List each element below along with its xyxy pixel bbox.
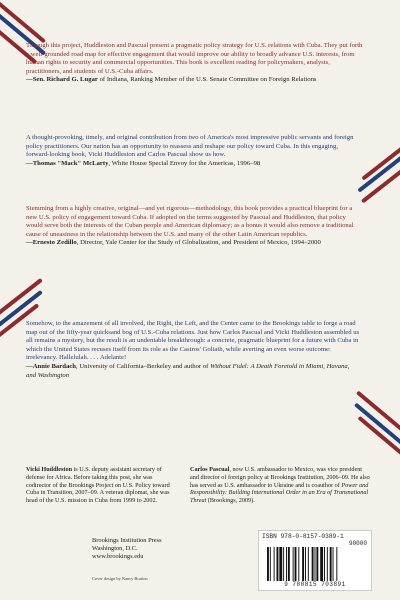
- isbn-price-code: 90000: [348, 540, 367, 547]
- barcode-bar: [298, 547, 299, 581]
- barcode-bar: [316, 547, 318, 581]
- attribution-title: of Indiana, Ranking Member of the U.S. Senate Committee on Foreign Relations: [97, 76, 317, 84]
- isbn-digits: 9 780815 703891: [284, 581, 346, 588]
- isbn-label-row: [259, 531, 371, 540]
- barcode-bar: [333, 547, 334, 581]
- blurb-text: Stemming from a highly creative, original—and yet rigorous—methodology, this book provides a practical blueprint for a new U.S. policy of engagement toward Cuba. If adopted on the terms suggested by Pascual and Huddleston, that policy would serve both the interests of the Cuban people and American diplomacy; as a bonus it would also remove a traditional cause of uneasiness in the relationship between the U.S. and many of the other Latin American republics.: [26, 205, 354, 238]
- blurb-zedillo: [26, 205, 360, 248]
- barcode-bar: [279, 547, 282, 581]
- barcode-bar: [283, 547, 284, 581]
- blurb-text: Through this project, Huddleston and Pascual present a pragmatic policy strategy for U.S. relations with Cuba. They put forth a well-grounded road map for effective engagement that would improve our ability to broadly advance U.S. interests, from human rights to security and commercial opportunities. This book is excellent reading for policymakers, analysts, practitioners, and students of U.S.-Cuba affairs.: [26, 42, 363, 75]
- blurb-bardach: [26, 320, 360, 380]
- barcode-bar: [305, 547, 306, 581]
- barcode-bar: [277, 547, 279, 581]
- barcode-bar: [315, 547, 316, 581]
- attribution-title: , White House Special Envoy for the Americas, 1996–98: [108, 159, 261, 167]
- cover-credit: Cover design by Nancy Bratton: [92, 576, 148, 581]
- isbn-barcode-box: [258, 530, 372, 591]
- blurb-text: Somehow, to the amazement of all involved, the Right, the Left, and the Center came to the Brookings table to forge a road map out of the fifty-year quicksand bog of U.S.-Cuba relations. Just how Carlos Pascual and Vicki Huddleston assembled us all remains a mystery, but the result is an undeniable breakthrough: a concrete, pragmatic blueprint for a future with Cuba in which the United States recuses itself from its role as the Castros' Goliath, while averting an even worse outcome: irrelevancy. Hallelulah. . . . Adelante!: [26, 320, 360, 362]
- blurb-attribution: [26, 76, 364, 85]
- publisher-block: [92, 537, 162, 562]
- barcode-bars: [265, 547, 365, 581]
- bio-text: , now U.S. ambassador to Mexico, was vice president and director of foreign policy at Brookings Institution, 2006–09. He also has served as U.S. ambassador to Ukraine and is coauthor of: [190, 466, 370, 489]
- attribution-name: —Sen. Richard G. Lugar: [26, 76, 98, 84]
- bio-text-end: (Brookings, 2009).: [206, 497, 255, 505]
- barcode-bar: [270, 547, 271, 581]
- barcode-bar: [308, 547, 309, 581]
- attribution-title: , Director, Yale Center for the Study of Globalization, and President of Mexico, 1994–2000: [76, 239, 321, 247]
- barcode-bar: [312, 547, 314, 581]
- barcode-bar: [293, 547, 294, 581]
- barcode-bar: [286, 547, 287, 581]
- bio-name: Vicki Huddleston: [26, 466, 73, 473]
- publisher-city: Washington, D.C.: [92, 545, 138, 553]
- barcode-bar: [288, 547, 290, 581]
- blurb-attribution: [26, 239, 360, 248]
- barcode-bar: [295, 547, 297, 581]
- attribution-name: —Ernesto Zedillo: [26, 239, 77, 247]
- isbn-label: ISBN 978-0-8157-0389-1: [262, 533, 344, 540]
- barcode-bar: [336, 547, 337, 581]
- blurb-attribution: [26, 363, 360, 380]
- attribution-title: , University of California–Berkeley and author of: [75, 362, 211, 370]
- attribution-name: —Annie Bardach: [26, 362, 76, 370]
- barcode-bar: [274, 547, 275, 581]
- bio-text: is U.S. deputy assistant secretary of defense for Africa. Before taking this post, she was codirector of the Brookings Project on U.S. Policy toward Cuba in Transition, 2007–09. A veteran diplomat, she was head of the U.S. mission in Cuba from 1999 to 2002.: [26, 466, 170, 505]
- barcode-bar: [320, 547, 323, 581]
- attribution-book-title: Without Fidel: A Death Foretold in Miami, Havana, and Washington: [26, 362, 350, 379]
- publisher-url: www.brookings.edu: [92, 553, 144, 561]
- barcode-bar: [302, 547, 304, 581]
- attribution-name: —Thomas "Mack" McLarty: [26, 159, 109, 167]
- barcode-bar: [324, 547, 325, 581]
- bio-name: Carlos Pascual: [190, 466, 230, 473]
- blurb-lugar: [26, 42, 364, 85]
- barcode-bar: [330, 547, 332, 581]
- bio-book-title: Power and Responsibility: Building International Order in an Era of Transnational Threat: [190, 481, 369, 505]
- blurb-text: A thought-provoking, timely, and original contribution from two of America's most impressive public servants and foreign policy practitioners. Our nation has an opportunity to reassess and reshape our policy toward Cuba. In this engaging, forward-looking book, Vicki Huddleston and Carlos Pascual show us how.: [26, 134, 354, 159]
- bio-pascual: [190, 466, 370, 505]
- barcode-bar: [267, 547, 269, 581]
- publisher-name: Brookings Institution Press: [92, 537, 162, 544]
- bio-huddleston: [26, 466, 178, 505]
- blurb-mclarty: [26, 134, 362, 168]
- blurb-attribution: [26, 160, 362, 169]
- barcode-bar: [327, 547, 328, 581]
